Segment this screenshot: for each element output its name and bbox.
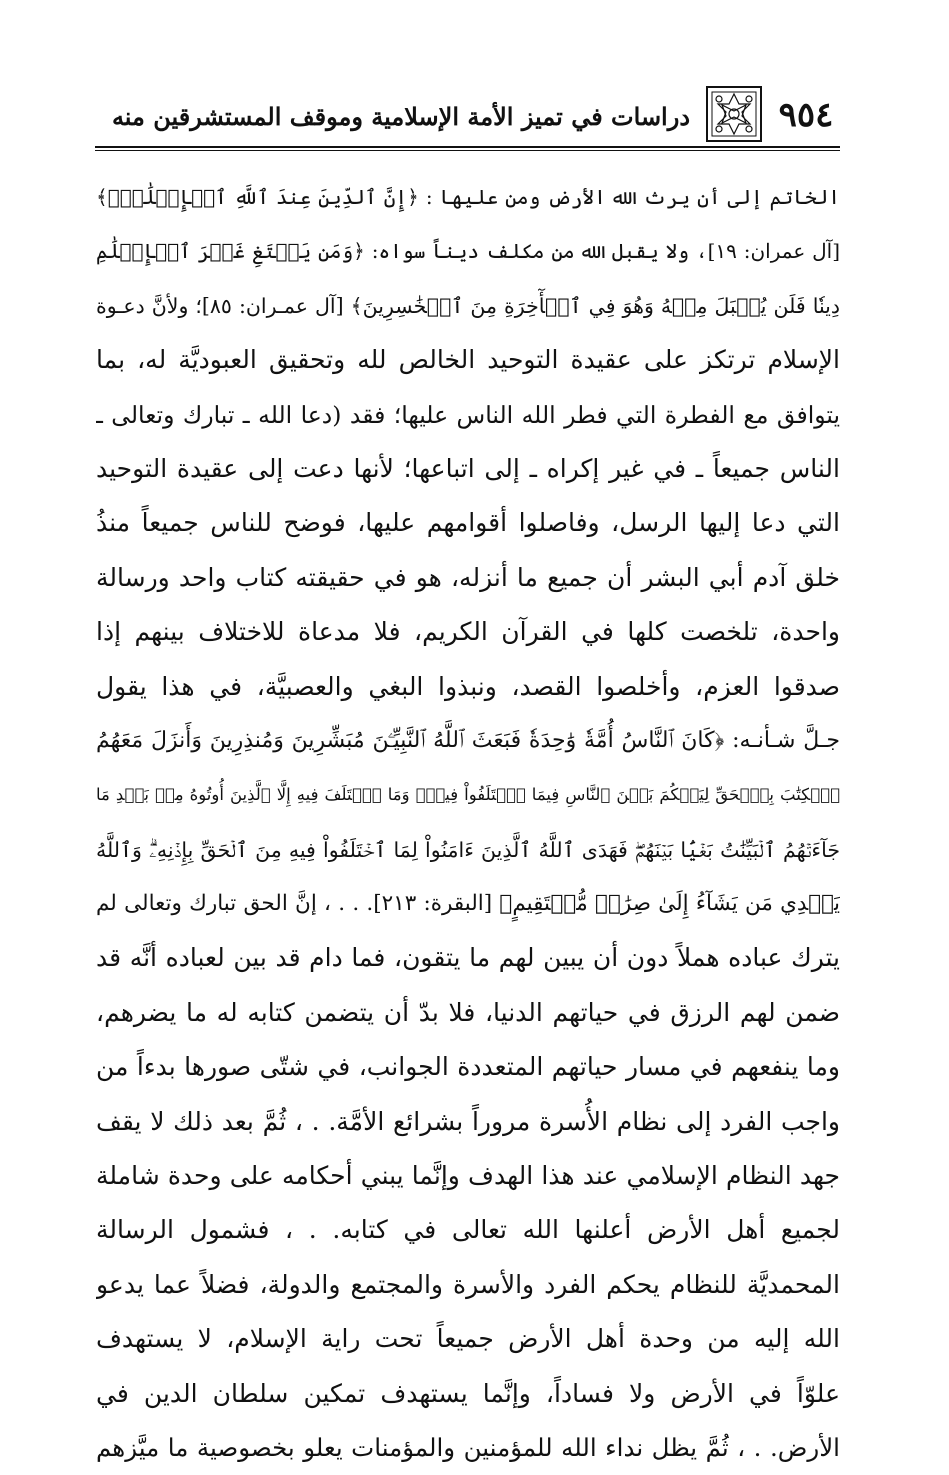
text-line: صدقوا العزم، وأخلصوا القصد، ونبذوا البغي والعصبيَّة، في هذا يقول [96,671,840,701]
header-divider-thin [95,150,840,151]
text-line: الناس جميعاً ـ في غير إكراه ـ إلى اتباعها؛ لأنها دعت إلى عقيدة التوحيد [96,453,840,483]
text-line: ضمن لهم الرزق في حياتهم الدنيا، فلا بدّ أن يتضمن كتابه له ما يضرهم، [96,997,840,1027]
text-line: علوّاً في الأرض ولا فساداً، وإنَّما يستهدف تمكين سلطان الدين في [96,1378,840,1408]
page-number: ٩٥٤ [778,95,834,135]
text-line: جـلَّ شـأنـه: ﴿كَانَ ٱلنَّاسُ أُمَّةٗ وَٰحِدَةٗ فَبَعَثَ ٱللَّهُ ٱلنَّبِيِّـۧنَ مُبَشِّرِينَ وَمُنذِرِينَ وَأَنزَلَ مَعَهُمُ [96,727,840,753]
text-line: يترك عباده هملاً دون أن يبين لهم ما يتقون، فما دام قد بين لعباده أنَّه قد [96,943,840,973]
text-line: الإسلام ترتكز على عقيدة التوحيد الخالص لله وتحقيق العبوديَّة له، بما [96,345,840,375]
body-text [96,170,840,1475]
text-line: الأرض. . ، ثُمَّ يظل نداء الله للمؤمنين والمؤمنات يعلو بخصوصية ما ميَّزهم [96,1432,840,1462]
text-line: دِينٗا فَلَن يُقۡبَلَ مِنۡهُ وَهُوَ فِي ٱلۡأٓخِرَةِ مِنَ ٱلۡخَٰسِرِينَ﴾ [آل عمـران: ٨٥]؛ ولأنَّ دعـوة [96,293,840,318]
text-line: التي دعا إليها الرسل، وفاصلوا أقوامهم عليها، فوضح للناس جميعاً منذُ [96,508,840,538]
text-line: الخاتم إلى أن يرث الله الأرض ومن عليها : ﴿إِنَّ ٱلدِّينَ عِندَ ٱللَّهِ ٱلۡإِسۡلَٰمُۗ﴾ [96,185,840,209]
text-line: وما ينفعهم في مسار حياتهم المتعددة الجوانب، في شتّى صورها بدءاً من [96,1052,840,1082]
header-divider [95,146,840,148]
text-line: المحمديَّة للنظام يحكم الفرد والأسرة والمجتمع والدولة، فضلاً عما يدعو [96,1269,840,1299]
running-header-title: دراسات في تميز الأمة الإسلامية وموقف المستشرقين منه [111,102,690,131]
text-line: يتوافق مع الفطرة التي فطر الله الناس عليها؛ فقد (دعا الله ـ تبارك وتعالى ـ [96,400,840,429]
text-line: خلق آدم أبي البشر أن جميع ما أنزله، هو في حقيقته كتاب واحد ورسالة [96,562,840,592]
text-line: ٱلۡكِتَٰبَ بِٱلۡحَقِّ لِيَحۡكُمَ بَيۡنَ ٱلنَّاسِ فِيمَا ٱخۡتَلَفُواْ فِيهِۚ وَمَا ٱخۡتَلَفَ فِيهِ إِلَّا ٱلَّذِينَ أُوتُوهُ مِنۢ بَعۡدِ مَا [96,785,840,805]
text-line: واحدة، تلخصت كلها في القرآن الكريم، فلا مدعاة للاختلاف بينهم إذا [96,617,840,647]
text-line: [آل عمران: ١٩]، ولا يقبل الله من مكلف ديناً سواه: ﴿وَمَن يَبۡتَغِ غَيۡرَ ٱلۡإِسۡلَٰمِ [96,239,840,264]
text-line: جهد النظام الإسلامي عند هذا الهدف وإنَّما يبني أحكامه على وحدة شاملة [96,1161,840,1191]
text-line: يَهۡدِي مَن يَشَآءُ إِلَىٰ صِرَٰطٖ مُّسۡتَقِيمٍ﴾ [البقرة: ٢١٣]. . . ، إنَّ الحق تبارك وتعالى لم [96,891,840,917]
ornament-icon [706,86,762,142]
text-line: الله إليه من وحدة أهل الأرض جميعاً تحت راية الإسلام، لا يستهدف [96,1324,840,1354]
page-header [95,86,840,152]
text-line: جَآءَتۡهُمُ ٱلۡبَيِّنَٰتُ بَغۡيَۢا بَيۡنَهُمۡۖ فَهَدَى ٱللَّهُ ٱلَّذِينَ ءَامَنُواْ لِمَا ٱخۡتَلَفُواْ فِيهِ مِنَ ٱلۡحَقِّ بِإِذۡنِهِۦۗ وَٱللَّهُ [96,837,840,862]
text-line: واجب الفرد إلى نظام الأُسرة مروراً بشرائع الأمَّة. . ، ثُمَّ بعد ذلك لا يقف [96,1106,840,1136]
text-line: لجميع أهل الأرض أعلنها الله تعالى في كتابه. . ، فشمول الرسالة [96,1215,840,1245]
